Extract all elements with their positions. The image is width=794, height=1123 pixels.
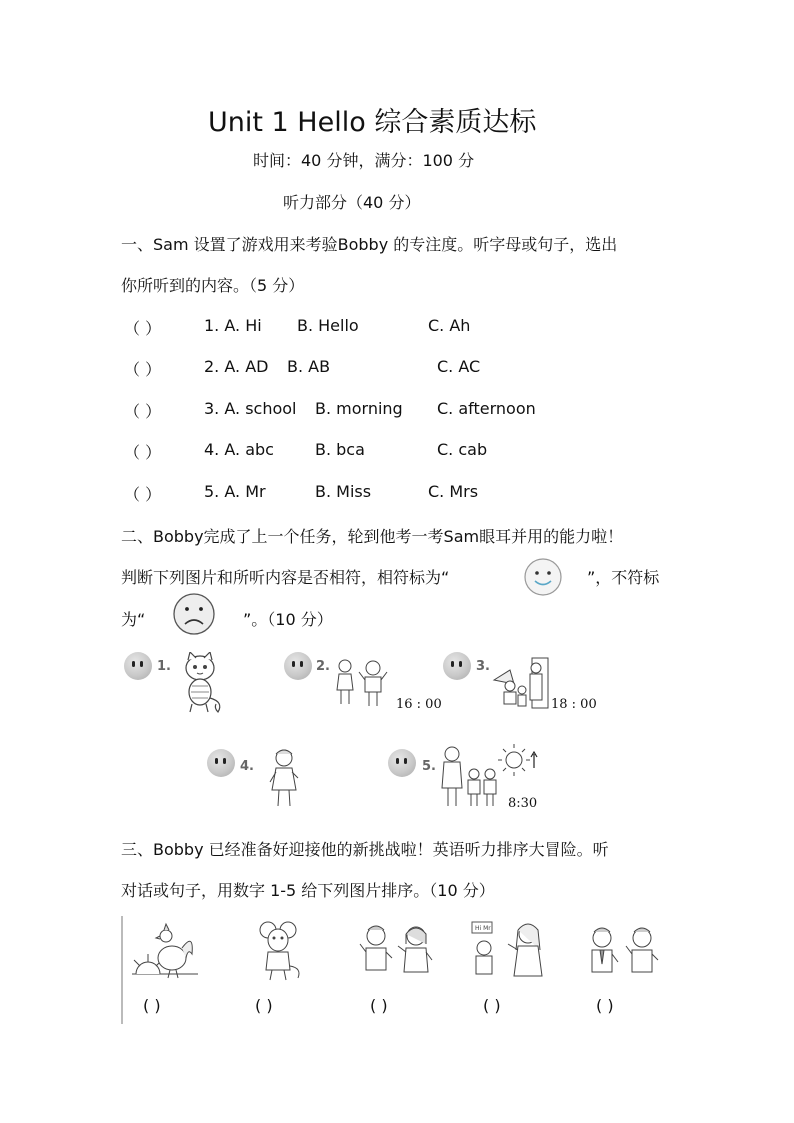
rooster-sunrise-picture: [132, 918, 198, 986]
family-at-door-picture: [492, 656, 552, 714]
section2-instruction-end: ”。（10 分）: [243, 610, 333, 629]
q2-option-c: C. AC: [437, 357, 481, 376]
listening-part-heading: 听力部分（40 分）: [283, 193, 421, 212]
clock-time: 8:30: [508, 796, 538, 811]
q5-option-b: B. Miss: [315, 482, 372, 501]
sad-face-icon: [172, 592, 216, 636]
order-paren[interactable]: ( ): [596, 996, 614, 1015]
q3-option-c: C. afternoon: [437, 399, 536, 418]
section1-instruction: 一、Sam 设置了游戏用来考验Bobby 的专注度。听字母或句子，选出: [121, 235, 618, 254]
q4-option-a: 4. A. abc: [204, 440, 274, 459]
answer-paren[interactable]: （ ）: [124, 402, 162, 421]
answer-face-icon[interactable]: [388, 749, 416, 777]
q4-option-b: B. bca: [315, 440, 365, 459]
order-paren[interactable]: ( ): [255, 996, 273, 1015]
section2-instruction-line3: 为“: [121, 610, 146, 629]
boy-and-girl-picture: [358, 922, 436, 984]
q3-option-b: B. morning: [315, 399, 403, 418]
q3-option-a: 3. A. school: [204, 399, 297, 418]
q5-option-c: C. Mrs: [428, 482, 479, 501]
clock-time: 18 : 00: [551, 697, 597, 712]
item-number: 4.: [240, 759, 254, 774]
answer-face-icon[interactable]: [284, 652, 312, 680]
item-number: 3.: [476, 659, 490, 674]
mouse-picture: [252, 918, 304, 986]
answer-face-icon[interactable]: [207, 749, 235, 777]
item-number: 5.: [422, 759, 436, 774]
clock-time: 16 : 00: [396, 697, 442, 712]
q4-option-c: C. cab: [437, 440, 488, 459]
order-paren[interactable]: ( ): [483, 996, 501, 1015]
order-paren[interactable]: ( ): [370, 996, 388, 1015]
page-title: Unit 1 Hello 综合素质达标: [208, 107, 537, 138]
time-info: 时间：40 分钟，满分：100 分: [253, 151, 475, 170]
item-number: 2.: [316, 659, 330, 674]
section2-instruction: 二、Bobby完成了上一个任务，轮到他考一考Sam眼耳并用的能力啦！: [121, 527, 624, 546]
cat-picture: [180, 652, 226, 718]
sign-text: Hi Mr: [475, 925, 491, 932]
smiley-face-icon: [523, 557, 563, 597]
answer-paren[interactable]: （ ）: [124, 443, 162, 462]
q2-option-b: B. AB: [287, 357, 331, 376]
section3-instruction: 三、Bobby 已经准备好迎接他的新挑战啦！英语听力排序大冒险。听: [121, 840, 609, 859]
left-margin-line: [121, 916, 123, 1024]
q1-option-a: 1. A. Hi: [204, 316, 262, 335]
two-boys-picture: [584, 924, 662, 984]
item-number: 1.: [157, 659, 171, 674]
answer-paren[interactable]: （ ）: [124, 319, 162, 338]
order-paren[interactable]: ( ): [143, 996, 161, 1015]
q1-option-b: B. Hello: [297, 316, 359, 335]
answer-paren[interactable]: （ ）: [124, 360, 162, 379]
q5-option-a: 5. A. Mr: [204, 482, 266, 501]
section2-instruction-mid: ”，不符标: [587, 568, 660, 587]
section2-instruction-cont: 判断下列图片和所听内容是否相符，相符标为“: [121, 568, 450, 587]
teacher-greeting-picture: [470, 920, 550, 986]
q2-option-a: 2. A. AD: [204, 357, 269, 376]
q1-option-c: C. Ah: [428, 316, 471, 335]
girl-picture: [268, 748, 300, 814]
answer-face-icon[interactable]: [124, 652, 152, 680]
section1-instruction-cont: 你所听到的内容。（5 分）: [121, 276, 305, 295]
section3-instruction-cont: 对话或句子，用数字 1-5 给下列图片排序。（10 分）: [121, 881, 495, 900]
answer-paren[interactable]: （ ）: [124, 485, 162, 504]
answer-face-icon[interactable]: [443, 652, 471, 680]
two-kids-picture: [333, 656, 389, 712]
